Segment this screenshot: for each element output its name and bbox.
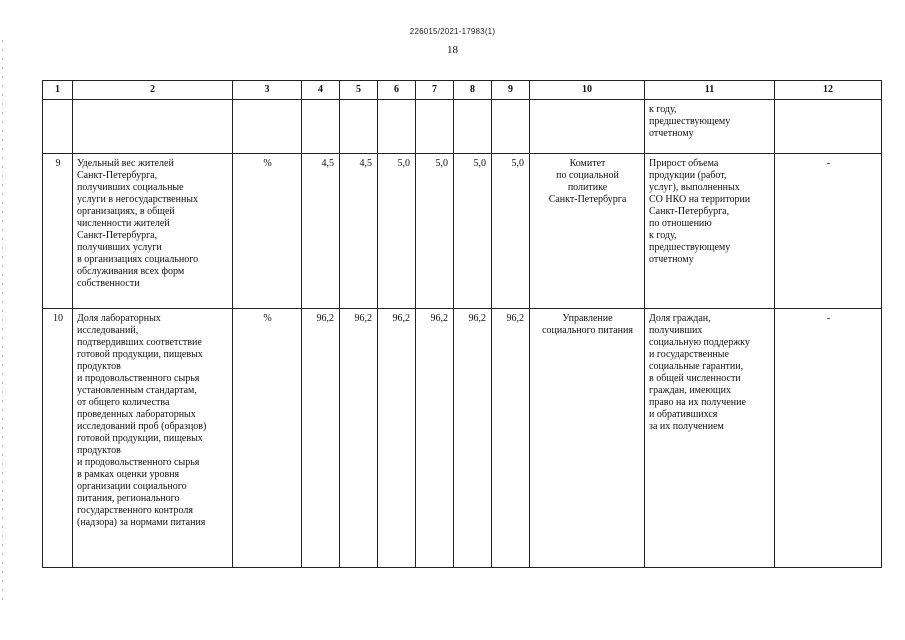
table-header-row: [43, 81, 882, 100]
note-cell: -: [775, 154, 882, 309]
value-cell: 5,0: [416, 154, 454, 309]
value-cell: 96,2: [416, 309, 454, 568]
responsible-body-cell: Управление социального питания: [530, 309, 645, 568]
page-number: 18: [447, 44, 458, 56]
responsible-body-cell: [530, 100, 645, 154]
table-row: [43, 100, 882, 154]
indicators-table: [42, 80, 882, 568]
responsible-body-cell: Комитет по социальной политике Санкт-Петербурга: [530, 154, 645, 309]
note-cell: -: [775, 309, 882, 568]
value-cell: 96,2: [454, 309, 492, 568]
value-cell: [302, 100, 340, 154]
column-header: 9: [492, 81, 530, 100]
related-indicator-cell: Доля граждан, получивших социальную поддержку и государственные социальные гарантии, в общей численности граждан, имеющих право на их получение и обратившихся за их получением: [645, 309, 775, 568]
value-cell: 5,0: [454, 154, 492, 309]
document-id: 226015/2021-17983(1): [409, 27, 496, 36]
unit-cell: %: [233, 154, 302, 309]
value-cell: [416, 100, 454, 154]
row-number-cell: 9: [43, 154, 73, 309]
value-cell: [492, 100, 530, 154]
value-cell: 4,5: [340, 154, 378, 309]
related-indicator-cell: к году, предшествующему отчетному: [645, 100, 775, 154]
column-header: 6: [378, 81, 416, 100]
unit-cell: [233, 100, 302, 154]
column-header: 7: [416, 81, 454, 100]
indicator-name-cell: Доля лабораторных исследований, подтвердивших соответствие готовой продукции, пищевых продуктов и продовольственного сырья установленным стандартам, от общего количества проведенных лабораторных исследований проб (образцов) готовой продукции, пищевых продуктов и продовольственного сырья в рамках оценки уровня организации социального питания, регионального государственного контроля (надзора) за нормами питания: [73, 309, 233, 568]
value-cell: [378, 100, 416, 154]
row-number-cell: 10: [43, 309, 73, 568]
table-row: [43, 154, 882, 309]
column-header: 10: [530, 81, 645, 100]
row-number-cell: [43, 100, 73, 154]
column-header: 12: [775, 81, 882, 100]
table-row: [43, 309, 882, 568]
value-cell: 96,2: [378, 309, 416, 568]
column-header: 8: [454, 81, 492, 100]
value-cell: 96,2: [340, 309, 378, 568]
column-header: 5: [340, 81, 378, 100]
value-cell: 96,2: [492, 309, 530, 568]
value-cell: [454, 100, 492, 154]
column-header: 2: [73, 81, 233, 100]
column-header: 11: [645, 81, 775, 100]
column-header: 1: [43, 81, 73, 100]
value-cell: 96,2: [302, 309, 340, 568]
indicator-name-cell: [73, 100, 233, 154]
value-cell: [340, 100, 378, 154]
value-cell: 5,0: [378, 154, 416, 309]
note-cell: [775, 100, 882, 154]
value-cell: 5,0: [492, 154, 530, 309]
value-cell: 4,5: [302, 154, 340, 309]
column-header: 4: [302, 81, 340, 100]
column-header: 3: [233, 81, 302, 100]
indicator-name-cell: Удельный вес жителей Санкт-Петербурга, получивших социальные услуги в негосударственных организациях, в общей численности жителей Санкт-Петербурга, получивших услуги в организациях социального обслуживания всех форм собственности: [73, 154, 233, 309]
scan-edge-mark: [2, 40, 3, 600]
unit-cell: %: [233, 309, 302, 568]
related-indicator-cell: Прирост объема продукции (работ, услуг), выполненных СО НКО на территории Санкт-Петербурга, по отношению к году, предшествующему отчетному: [645, 154, 775, 309]
